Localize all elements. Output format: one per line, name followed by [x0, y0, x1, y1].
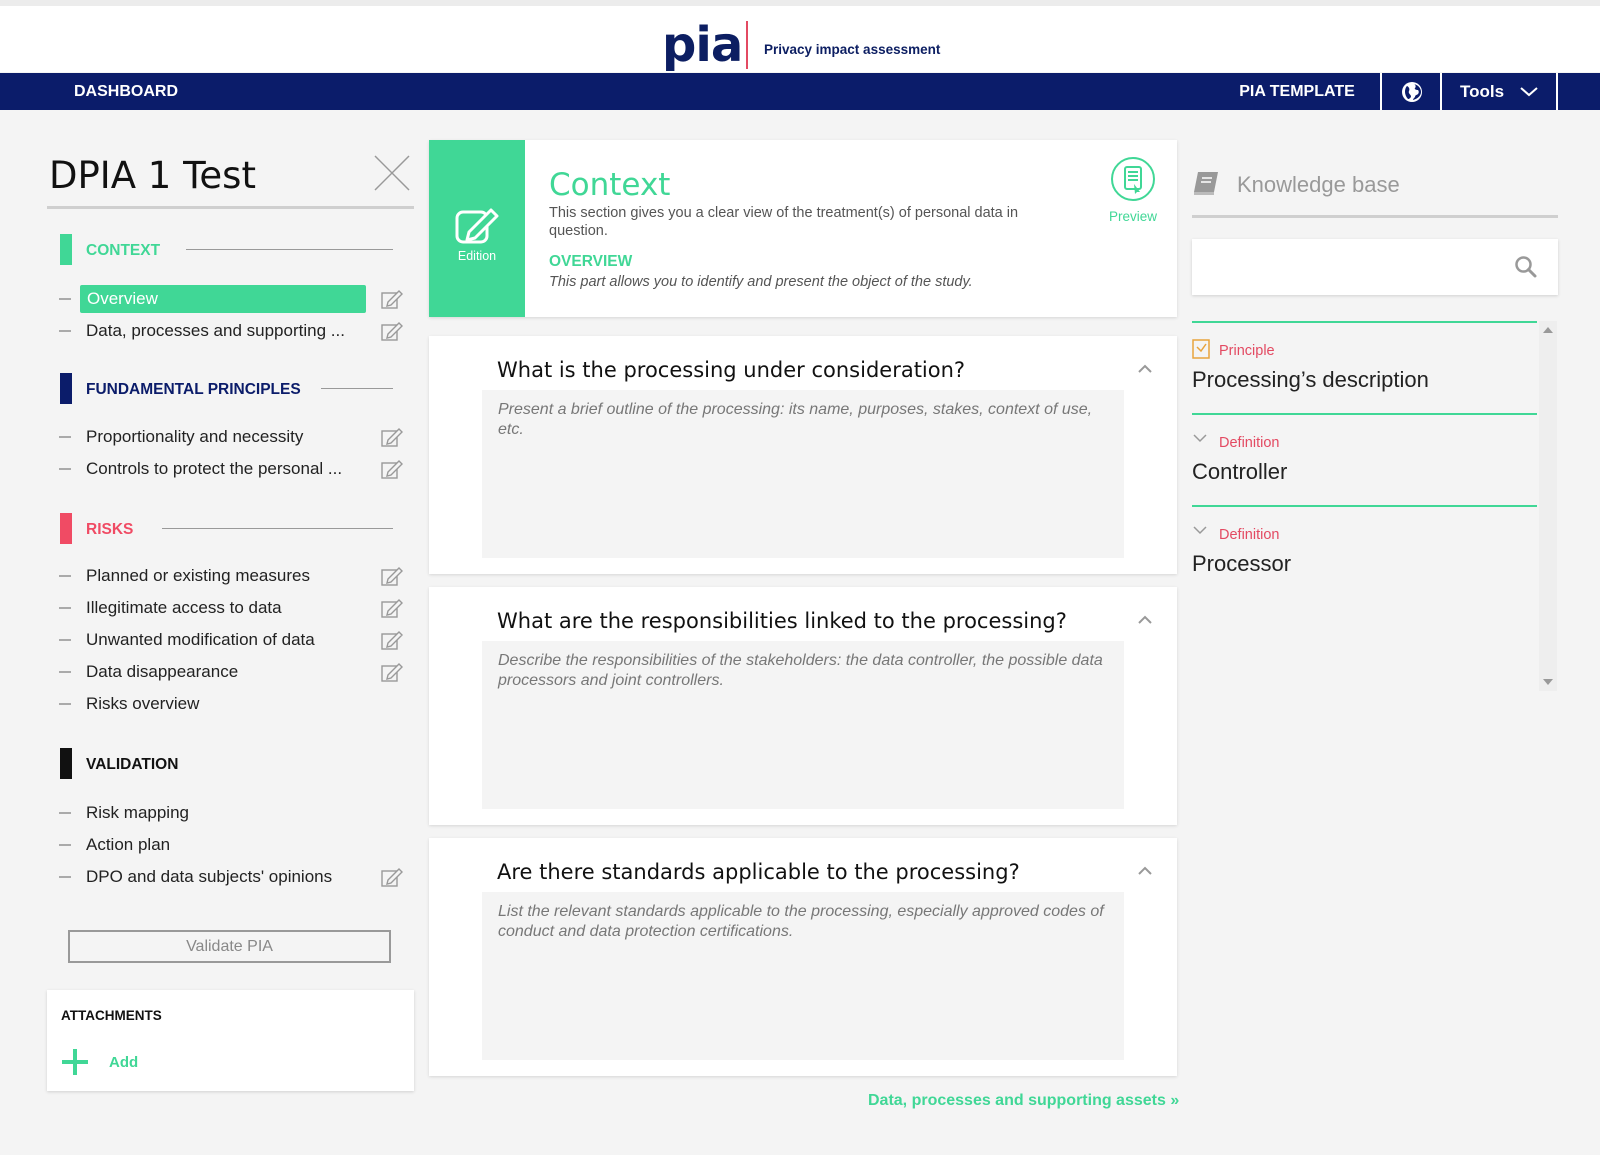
main-nav: [0, 73, 1600, 110]
section-risks: [60, 513, 400, 544]
section-rule: [162, 528, 393, 529]
item-dash: [59, 812, 71, 814]
section-rule: [321, 388, 393, 389]
question-title: Are there standards applicable to the processing?: [497, 860, 1020, 884]
scroll-down-arrow[interactable]: [1543, 679, 1553, 685]
knowledge-base-title: Knowledge base: [1237, 172, 1400, 197]
edition-label: Edition: [457, 249, 497, 263]
logo-divider: [746, 21, 748, 69]
kb-item-category: Principle: [1219, 343, 1275, 359]
title-divider: [47, 206, 414, 209]
section-color-bar: [60, 234, 72, 265]
add-attachment-button[interactable]: [61, 1048, 138, 1076]
item-dash: [59, 575, 71, 577]
chevron-up-icon[interactable]: [1138, 364, 1152, 373]
knowledge-base-header: [1192, 168, 1558, 218]
nav-dashboard[interactable]: DASHBOARD: [74, 83, 178, 100]
edit-icon[interactable]: [381, 867, 403, 887]
add-label: Add: [109, 1053, 139, 1071]
chevron-down-icon: [1520, 87, 1538, 97]
app-header: [0, 6, 1600, 72]
next-section-link[interactable]: Data, processes and supporting assets »: [868, 1092, 1180, 1109]
item-dash: [59, 876, 71, 878]
edit-icon[interactable]: [381, 289, 403, 309]
subsection-title: OVERVIEW: [549, 253, 633, 270]
sidebar-item-label: Illegitimate access to data: [86, 598, 282, 617]
section-color-bar: [60, 748, 72, 779]
search-icon[interactable]: [1514, 255, 1538, 279]
section-title: Context: [549, 167, 671, 203]
question-card: [429, 838, 1177, 1076]
preview-label: Preview: [1108, 209, 1157, 224]
sidebar-item-label: Controls to protect the personal ...: [86, 459, 343, 478]
close-icon[interactable]: [373, 154, 411, 192]
kb-item[interactable]: [1192, 505, 1537, 597]
attachments-title: ATTACHMENTS: [61, 1008, 162, 1023]
sidebar-item-action-plan[interactable]: [59, 833, 399, 857]
sidebar-item-label: Action plan: [86, 835, 171, 854]
sidebar-item-label: Risks overview: [86, 694, 200, 713]
globe-icon: [1401, 81, 1423, 103]
logo-text: pia: [662, 17, 743, 73]
sidebar-item-label: Planned or existing measures: [86, 566, 310, 585]
sidebar-item-label: Data, processes and supporting ...: [86, 321, 345, 340]
sidebar-item-risks-overview[interactable]: [59, 692, 399, 716]
section-label: FUNDAMENTAL PRINCIPLES: [86, 381, 301, 398]
sidebar-item-planned-measures[interactable]: [59, 564, 399, 588]
edition-mode-button[interactable]: [429, 140, 525, 317]
edit-icon[interactable]: [381, 566, 403, 586]
language-button[interactable]: [1384, 73, 1442, 110]
answer-textarea[interactable]: Describe the responsibilities of the stakeholders: the data controller, the possible data processors and joint controllers.: [482, 641, 1124, 809]
edit-icon: [455, 206, 499, 244]
section-color-bar: [60, 373, 72, 404]
validate-pia-button[interactable]: Validate PIA: [68, 930, 391, 963]
sidebar-item-risk-mapping[interactable]: [59, 801, 399, 825]
kb-item[interactable]: [1192, 413, 1537, 505]
item-dash: [59, 703, 71, 705]
sidebar-item-label: Proportionality and necessity: [86, 427, 304, 446]
pia-title: DPIA 1 Test: [49, 154, 256, 197]
edit-icon[interactable]: [381, 321, 403, 341]
sidebar-item-label: Risk mapping: [86, 803, 189, 822]
section-label: RISKS: [86, 521, 134, 538]
preview-icon: [1110, 156, 1156, 202]
question-card: [429, 336, 1177, 574]
answer-textarea[interactable]: Present a brief outline of the processing: its name, purposes, stakes, context of use, etc.: [482, 390, 1124, 558]
item-dash: [59, 671, 71, 673]
answer-textarea[interactable]: List the relevant standards applicable to the processing, especially approved codes of conduct and data protection certifications.: [482, 892, 1124, 1060]
section-rule: [186, 249, 393, 250]
edit-icon[interactable]: [381, 662, 403, 682]
kb-item-name: Processor: [1192, 551, 1292, 576]
sidebar-item-label: Unwanted modification of data: [86, 630, 315, 649]
item-dash: [59, 298, 71, 300]
edit-icon[interactable]: [381, 630, 403, 650]
edit-icon[interactable]: [381, 427, 403, 447]
item-dash: [59, 844, 71, 846]
chevron-up-icon[interactable]: [1138, 866, 1152, 875]
tools-menu[interactable]: [1442, 73, 1558, 110]
sidebar-item-proportionality[interactable]: [59, 425, 399, 449]
item-dash: [59, 436, 71, 438]
item-dash: [59, 607, 71, 609]
question-card: [429, 587, 1177, 825]
context-header-card: [429, 140, 1177, 317]
sidebar-item-label: Data disappearance: [86, 662, 239, 681]
sidebar-item-label: DPO and data subjects' opinions: [86, 867, 333, 886]
kb-item-name: Controller: [1192, 459, 1288, 484]
kb-scrollbar[interactable]: [1539, 321, 1557, 691]
question-title: What is the processing under consideration?: [497, 358, 966, 382]
section-fundamental-principles: [60, 373, 400, 404]
sidebar-item-data-processes[interactable]: [59, 319, 399, 343]
subsection-description: This part allows you to identify and present the object of the study.: [549, 274, 973, 290]
sidebar-item-unwanted-modification[interactable]: [59, 628, 399, 652]
plus-icon: [61, 1048, 89, 1076]
scroll-up-arrow[interactable]: [1543, 327, 1553, 333]
knowledge-base-search: [1192, 239, 1558, 295]
section-context: [60, 234, 400, 265]
app-subtitle: Privacy impact assessment: [764, 42, 941, 57]
section-label: CONTEXT: [86, 242, 161, 259]
tools-label: Tools: [1459, 81, 1505, 101]
section-validation: [60, 748, 400, 779]
checkbox-icon: [1192, 339, 1210, 359]
section-description: This section gives you a clear view of the treatment(s) of personal data in question.: [549, 205, 1019, 239]
chevron-down-icon: [1192, 523, 1208, 537]
sidebar-item-label: Overview: [80, 285, 366, 313]
pia-logo[interactable]: [662, 17, 748, 73]
question-title: What are the responsibilities linked to the processing?: [497, 609, 1067, 633]
edit-icon[interactable]: [381, 459, 403, 479]
knowledge-base-list: [1192, 321, 1537, 691]
section-color-bar: [60, 513, 72, 544]
sidebar-item-dpo-opinions[interactable]: [59, 865, 399, 889]
attachments-panel: [47, 990, 414, 1091]
chevron-up-icon[interactable]: [1138, 615, 1152, 624]
kb-item-category: Definition: [1219, 527, 1280, 543]
kb-item-name: Processing’s description: [1192, 367, 1429, 392]
kb-item-category: Definition: [1219, 435, 1280, 451]
item-dash: [59, 639, 71, 641]
sidebar-item-overview[interactable]: [59, 287, 399, 311]
sidebar-item-data-disappearance[interactable]: [59, 660, 399, 684]
item-dash: [59, 468, 71, 470]
sidebar-item-controls[interactable]: [59, 457, 399, 481]
section-label: VALIDATION: [86, 756, 179, 773]
sidebar-item-illegitimate-access[interactable]: [59, 596, 399, 620]
search-input[interactable]: [1192, 239, 1492, 295]
preview-button[interactable]: [1095, 156, 1171, 224]
nav-pia-template[interactable]: PIA TEMPLATE: [1214, 73, 1382, 110]
book-icon: [1192, 170, 1220, 196]
chevron-down-icon: [1192, 431, 1208, 445]
edit-icon[interactable]: [381, 598, 403, 618]
item-dash: [59, 330, 71, 332]
kb-item[interactable]: [1192, 321, 1537, 413]
